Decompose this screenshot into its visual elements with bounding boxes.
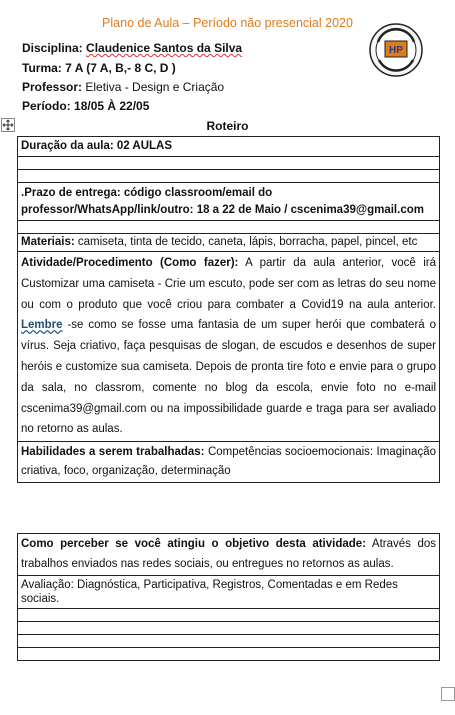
empty-row: [18, 622, 440, 635]
empty-row: [18, 221, 440, 234]
perceber-cell: [18, 534, 440, 576]
roteiro-heading: Roteiro: [206, 119, 249, 133]
avaliacao-cell: [18, 576, 440, 609]
perceber-label: Como perceber se você atingiu o objetivo desta atividade:: [21, 538, 367, 550]
prazo-cell: [18, 183, 440, 221]
prazo-text: .Prazo de entrega: código classroom/email do professor/WhatsApp/link/outro: 18 a 22 de Maio / cscenima39@gmail.com: [21, 187, 424, 216]
atividade-cell: [18, 252, 440, 442]
habilidades-label: Habilidades a serem trabalhadas:: [21, 446, 205, 459]
empty-row: [18, 170, 440, 183]
disciplina-line: [22, 41, 242, 56]
atividade-lembre: Lembre: [21, 319, 63, 332]
turma-label: Turma:: [22, 61, 62, 75]
disciplina-label: Disciplina:: [22, 41, 83, 55]
professor-label: Professor:: [22, 80, 83, 94]
periodo-line: [22, 99, 149, 114]
duracao-cell: [18, 137, 440, 157]
atividade-text-1: A partir da aula anterior, você irá Customizar uma camiseta - Crie um escuto, pode ser com as letras do seu nome ou com o produto que você criou para combater a Covid19 na aula anterior.: [21, 257, 436, 311]
empty-row: [18, 157, 440, 170]
document-title: Plano de Aula – Período não presencial 2020: [102, 16, 353, 30]
disciplina-value: Claudenice Santos da Silva: [86, 41, 243, 55]
periodo-value: 18/05 À 22/05: [74, 99, 150, 113]
empty-row: [18, 648, 440, 661]
empty-row: [18, 635, 440, 648]
duracao-text: Duração da aula: 02 AULAS: [21, 140, 173, 152]
turma-value: 7 A (7 A, B,- 8 C, D ): [65, 61, 176, 75]
perceber-value: Através dos trabalhos enviados nas redes sociais, ou entregues no retornos as aulas.: [21, 538, 436, 570]
page-corner-marker: [441, 687, 455, 701]
atividade-label: Atividade/Procedimento (Como fazer):: [21, 257, 239, 269]
habilidades-value: Competências socioemocionais: Imaginação criativa, foco, organização, determinação: [21, 446, 436, 478]
materiais-label: Materiais:: [21, 236, 75, 248]
professor-value: Eletiva - Design e Criação: [85, 80, 225, 94]
materiais-value: camiseta, tinta de tecido, caneta, lápis, borracha, papel, pincel, etc: [74, 236, 418, 248]
periodo-label: Período:: [22, 99, 71, 113]
atividade-text-2: -se como se fosse uma fantasia de um super herói que combaterá o vírus. Seja criativo, faça pesquisas de slogan, de escudos e desenhos de super heróis e customize sua camiseta. Depois de pronta tire foto e envie para o grupo da sala, no classrom, comente no blog da escola, envie foto no e-mail cscenima39@gmail.com ou na impossibilidade guarde e traga para ser avaliado no retorno as aulas.: [21, 319, 436, 436]
svg-text:HP: HP: [389, 45, 403, 56]
evaluation-table: [17, 533, 440, 661]
empty-row: [18, 609, 440, 622]
school-logo: [368, 22, 424, 78]
habilidades-cell: [18, 442, 440, 483]
professor-line: [22, 80, 224, 95]
roteiro-table: [17, 136, 440, 483]
avaliacao-text: Avaliação: Diagnóstica, Participativa, Registros, Comentadas e em Redes sociais.: [21, 579, 398, 605]
materiais-cell: [18, 234, 440, 252]
turma-line: [22, 61, 176, 76]
